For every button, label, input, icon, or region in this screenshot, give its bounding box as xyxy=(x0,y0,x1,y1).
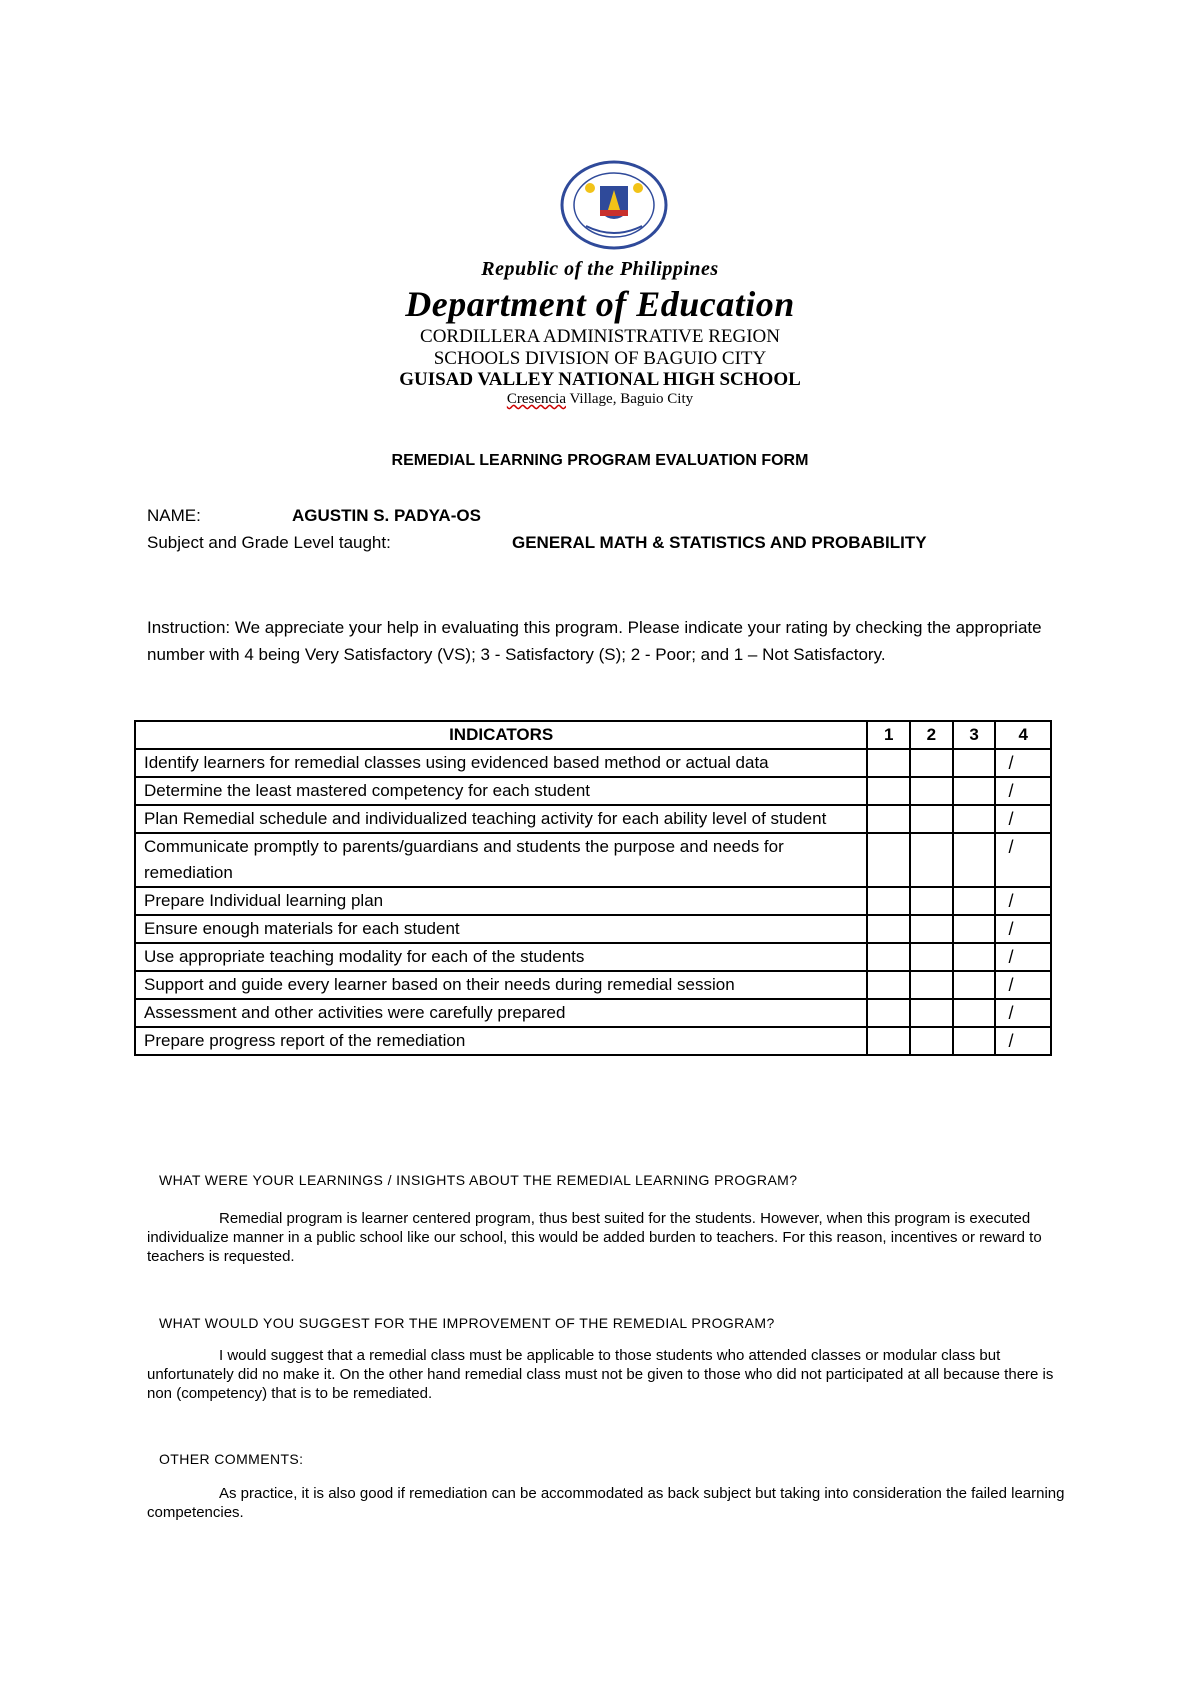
header-rating-2: 2 xyxy=(910,721,953,749)
indicator-cell: Determine the least mastered competency for each student xyxy=(135,777,867,805)
rating-cell-4[interactable]: / xyxy=(995,833,1051,887)
school-name: GUISAD VALLEY NATIONAL HIGH SCHOOL xyxy=(399,369,801,390)
department-heading: Department of Education xyxy=(405,284,795,324)
rating-cell-1[interactable] xyxy=(867,833,910,887)
rating-cell-3[interactable] xyxy=(953,915,996,943)
subject-value: GENERAL MATH & STATISTICS AND PROBABILITY xyxy=(512,533,927,552)
rating-cell-1[interactable] xyxy=(867,887,910,915)
indicator-cell: Plan Remedial schedule and individualized teaching activity for each ability level of student xyxy=(135,805,867,833)
instruction-text: Instruction: We appreciate your help in evaluating this program. Please indicate your rating by checking the appropriate number with 4 being Very Satisfactory (VS); 3 - Satisfactory (S); 2 - Poor; and 1 – Not Satisfactory. xyxy=(147,618,1042,664)
answer-suggestions: I would suggest that a remedial class must be applicable to those students who attended classes or modular class but unfortunately did no make it. On the other hand remedial class must not be given to those who did not participated at all because there is non (competency) that is to be remediated. xyxy=(147,1347,1054,1402)
rating-cell-1[interactable] xyxy=(867,943,910,971)
indicator-cell: Prepare progress report of the remediation xyxy=(135,1027,867,1055)
rating-cell-4[interactable]: / xyxy=(995,887,1051,915)
indicator-cell: Prepare Individual learning plan xyxy=(135,887,867,915)
indicator-cell: Use appropriate teaching modality for each of the students xyxy=(135,943,867,971)
table-row xyxy=(135,749,1051,777)
rating-cell-1[interactable] xyxy=(867,749,910,777)
rating-cell-1[interactable] xyxy=(867,971,910,999)
address-part1: Cresencia xyxy=(506,391,566,407)
rating-cell-4[interactable]: / xyxy=(995,971,1051,999)
subject-label: Subject and Grade Level taught: xyxy=(147,533,391,552)
header-rating-1: 1 xyxy=(867,721,910,749)
indicator-cell: Communicate promptly to parents/guardians and students the purpose and needs for remediation xyxy=(135,833,867,887)
rating-cell-4[interactable]: / xyxy=(995,915,1051,943)
rating-cell-3[interactable] xyxy=(953,887,996,915)
school-address xyxy=(0,391,1200,408)
deped-seal-logo xyxy=(560,160,668,250)
rating-cell-3[interactable] xyxy=(953,833,996,887)
rating-cell-2[interactable] xyxy=(910,777,953,805)
header-rating-4: 4 xyxy=(995,721,1051,749)
rating-cell-2[interactable] xyxy=(910,887,953,915)
name-value: AGUSTIN S. PADYA-OS xyxy=(292,506,481,525)
address-part2: Village, Baguio City xyxy=(565,391,694,407)
rating-cell-2[interactable] xyxy=(910,833,953,887)
rating-cell-3[interactable] xyxy=(953,749,996,777)
rating-cell-4[interactable]: / xyxy=(995,1027,1051,1055)
table-row xyxy=(135,971,1051,999)
indicator-cell: Identify learners for remedial classes using evidenced based method or actual data xyxy=(135,749,867,777)
table-row xyxy=(135,805,1051,833)
republic-heading: Republic of the Philippines xyxy=(481,258,719,280)
region-line: CORDILLERA ADMINISTRATIVE REGION xyxy=(420,326,780,347)
rating-cell-1[interactable] xyxy=(867,915,910,943)
answer-other-comments: As practice, it is also good if remediation can be accommodated as back subject but taking into consideration the failed learning competencies. xyxy=(147,1485,1065,1521)
rating-cell-4[interactable]: / xyxy=(995,749,1051,777)
rating-cell-2[interactable] xyxy=(910,971,953,999)
table-row xyxy=(135,999,1051,1027)
form-title: REMEDIAL LEARNING PROGRAM EVALUATION FORM xyxy=(391,452,809,469)
table-row xyxy=(135,887,1051,915)
rating-cell-2[interactable] xyxy=(910,915,953,943)
header-indicators: INDICATORS xyxy=(135,721,867,749)
rating-cell-2[interactable] xyxy=(910,749,953,777)
table-row xyxy=(135,1027,1051,1055)
table-row xyxy=(135,915,1051,943)
header-rating-3: 3 xyxy=(953,721,996,749)
rating-cell-3[interactable] xyxy=(953,805,996,833)
rating-cell-4[interactable]: / xyxy=(995,999,1051,1027)
rating-cell-4[interactable]: / xyxy=(995,943,1051,971)
ratings-table xyxy=(134,720,1052,1056)
rating-cell-3[interactable] xyxy=(953,1027,996,1055)
rating-cell-3[interactable] xyxy=(953,777,996,805)
rating-cell-1[interactable] xyxy=(867,777,910,805)
indicator-cell: Support and guide every learner based on their needs during remedial session xyxy=(135,971,867,999)
answer-learnings: Remedial program is learner centered program, thus best suited for the students. However, when this program is executed individualize manner in a public school like our school, this would be added burden to teachers. For this reason, incentives or reward to teachers is requested. xyxy=(147,1210,1042,1265)
rating-cell-1[interactable] xyxy=(867,805,910,833)
rating-cell-3[interactable] xyxy=(953,943,996,971)
question-other-comments: OTHER COMMENTS: xyxy=(159,1451,304,1467)
indicator-cell: Assessment and other activities were carefully prepared xyxy=(135,999,867,1027)
rating-cell-2[interactable] xyxy=(910,943,953,971)
rating-cell-2[interactable] xyxy=(910,805,953,833)
name-label: NAME: xyxy=(147,506,201,525)
indicator-cell: Ensure enough materials for each student xyxy=(135,915,867,943)
rating-cell-1[interactable] xyxy=(867,999,910,1027)
table-row xyxy=(135,833,1051,887)
rating-cell-4[interactable]: / xyxy=(995,777,1051,805)
division-line: SCHOOLS DIVISION OF BAGUIO CITY xyxy=(433,348,767,369)
rating-cell-2[interactable] xyxy=(910,1027,953,1055)
table-row xyxy=(135,777,1051,805)
table-row xyxy=(135,943,1051,971)
table-header-row xyxy=(135,721,1051,749)
rating-cell-2[interactable] xyxy=(910,999,953,1027)
question-suggestions: WHAT WOULD YOU SUGGEST FOR THE IMPROVEMENT OF THE REMEDIAL PROGRAM? xyxy=(159,1315,775,1331)
rating-cell-1[interactable] xyxy=(867,1027,910,1055)
question-learnings: WHAT WERE YOUR LEARNINGS / INSIGHTS ABOUT THE REMEDIAL LEARNING PROGRAM? xyxy=(159,1172,798,1188)
rating-cell-3[interactable] xyxy=(953,999,996,1027)
rating-cell-3[interactable] xyxy=(953,971,996,999)
rating-cell-4[interactable]: / xyxy=(995,805,1051,833)
